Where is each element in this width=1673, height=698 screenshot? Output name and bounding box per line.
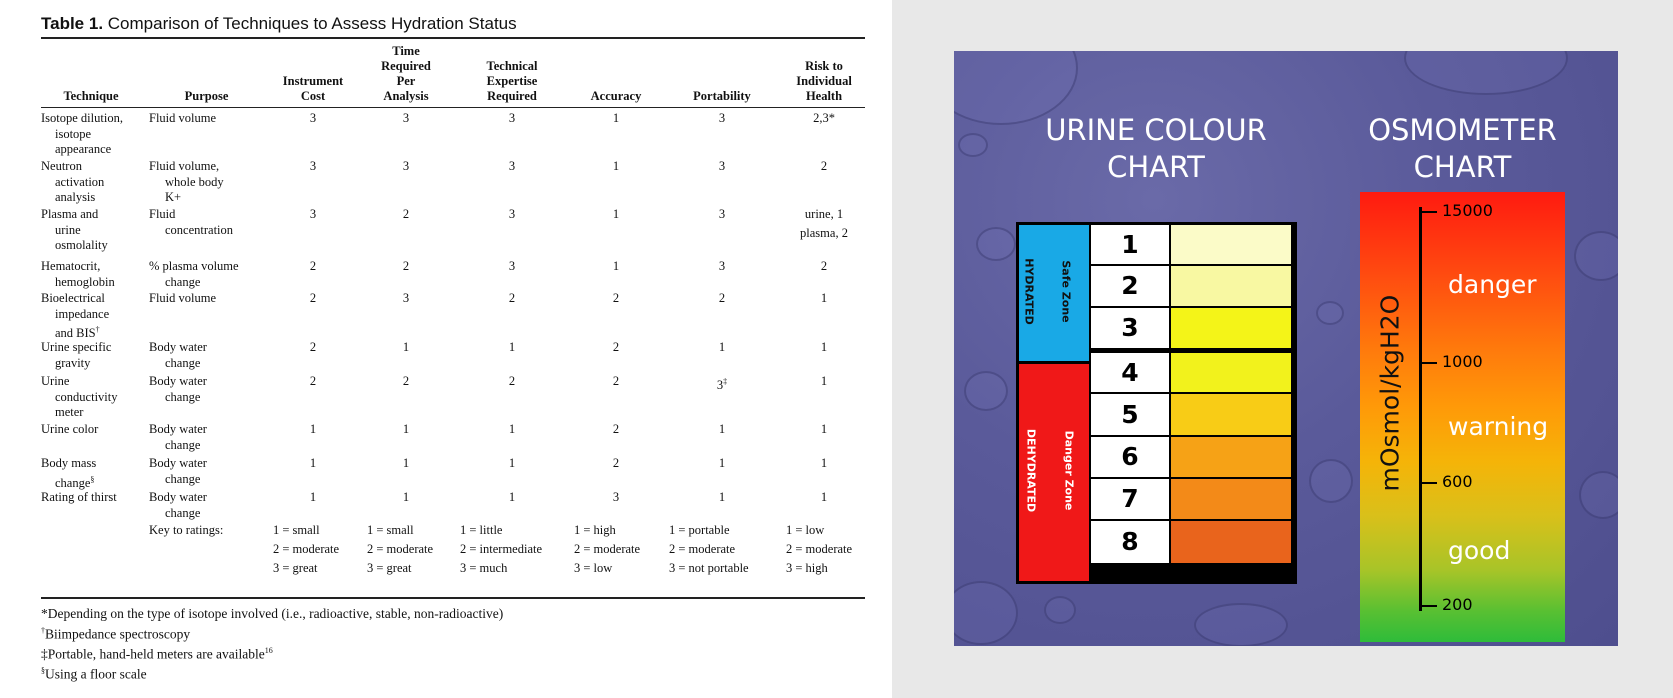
rating-key-cost: 3 = great — [273, 561, 318, 575]
rating-key-cost: 2 = moderate — [273, 542, 340, 556]
purpose-cell: change — [165, 355, 201, 370]
osmometer-axis — [1419, 207, 1422, 611]
column-header-accuracy: Accuracy — [590, 89, 642, 103]
rating-key-risk: 3 = high — [786, 561, 828, 575]
bubble-decoration — [1309, 459, 1353, 503]
technique-cell: and BIS† — [55, 325, 100, 341]
purpose-cell: Fluid volume — [149, 111, 217, 125]
purpose-cell: Body water — [149, 456, 207, 470]
urine-colour-swatch — [1171, 353, 1291, 392]
column-header-time: Required — [381, 59, 431, 73]
risk-cell: 1 — [820, 374, 828, 388]
urine-level-number: 1 — [1091, 225, 1169, 264]
rating-key-time: 2 = moderate — [367, 542, 434, 556]
rating-key-risk: 2 = moderate — [786, 542, 853, 556]
risk-cell: 2,3* — [813, 111, 835, 125]
cost-cell: 3 — [309, 159, 317, 173]
accuracy-cell: 2 — [612, 422, 620, 436]
top-rule — [41, 37, 865, 39]
technique-cell: meter — [55, 405, 84, 419]
technique-cell: Urine color — [41, 422, 99, 436]
footnote-floor-scale: §Using a floor scale — [41, 666, 147, 682]
urine-colour-swatch — [1171, 308, 1291, 348]
accuracy-cell: 2 — [612, 340, 620, 354]
column-header-cost: Cost — [300, 89, 326, 103]
portability-cell: 1 — [718, 340, 726, 354]
risk-cell: 2 — [820, 159, 828, 173]
column-header-expertise: Technical — [486, 59, 538, 73]
column-header-cost: Instrument — [282, 74, 344, 88]
purpose-cell: Body water — [149, 422, 207, 436]
cost-cell: 1 — [309, 490, 317, 504]
rating-key-expertise: 3 = much — [460, 561, 508, 575]
purpose-cell: Body water — [149, 340, 207, 354]
header-rule — [41, 107, 865, 108]
risk-cell: 1 — [820, 422, 828, 436]
technique-cell: Urine — [41, 374, 70, 388]
urine-colour-swatch — [1171, 521, 1291, 563]
purpose-cell: % plasma volume — [149, 259, 239, 273]
cost-cell: 2 — [309, 259, 317, 273]
osmometer-chart — [1360, 192, 1565, 642]
technique-cell: change§ — [55, 474, 95, 490]
portability-cell: 3 — [718, 159, 726, 173]
zone-warning: warning — [1448, 412, 1549, 441]
technique-cell: osmolality — [55, 238, 108, 252]
tick-label-200: 200 — [1442, 595, 1473, 614]
urine-colour-swatch — [1171, 437, 1291, 477]
time-cell: 1 — [402, 422, 410, 436]
purpose-cell: Body water — [149, 374, 207, 388]
technique-cell: gravity — [55, 355, 91, 370]
technique-cell: Plasma and — [41, 207, 99, 221]
cost-cell: 3 — [309, 207, 317, 221]
key-to-ratings-label: Key to ratings: — [149, 523, 224, 537]
accuracy-cell: 2 — [612, 374, 620, 388]
expertise-cell: 3 — [508, 111, 516, 125]
accuracy-cell: 2 — [612, 456, 620, 470]
expertise-cell: 3 — [508, 159, 516, 173]
tick-200 — [1419, 605, 1437, 607]
time-cell: 2 — [402, 374, 410, 388]
rating-key-portability: 1 = portable — [669, 523, 730, 537]
cost-cell: 1 — [309, 422, 317, 436]
accuracy-cell: 1 — [612, 207, 620, 221]
urine-level-number: 5 — [1091, 394, 1169, 435]
expertise-cell: 2 — [508, 291, 516, 305]
bubble-decoration — [976, 227, 1016, 261]
column-header-time: Time — [392, 44, 420, 58]
hydrated-label: HYDRATED — [1022, 258, 1036, 325]
time-cell: 1 — [402, 456, 410, 470]
urine-level-number: 2 — [1091, 266, 1169, 306]
technique-cell: conductivity — [55, 389, 118, 404]
cost-cell: 2 — [309, 374, 317, 388]
zone-good: good — [1448, 536, 1511, 565]
risk-cell: 1 — [820, 340, 828, 354]
urine-colour-swatch — [1171, 394, 1291, 435]
column-header-risk: Risk to — [805, 59, 843, 73]
expertise-cell: 2 — [508, 374, 516, 388]
tick-label-15000: 15000 — [1442, 201, 1493, 220]
safe-zone-label: Safe Zone — [1059, 260, 1073, 323]
bubble-decoration — [1194, 603, 1288, 646]
footnote-portable: ‡Portable, hand-held meters are available$^{16}$ — [41, 646, 273, 662]
rating-key-expertise: 1 = little — [460, 523, 503, 537]
risk-cell: plasma, 2 — [800, 226, 848, 240]
technique-cell: analysis — [55, 190, 96, 204]
purpose-cell: whole body — [165, 174, 224, 189]
urine-colour-swatch — [1171, 225, 1291, 264]
urine-level-number: 6 — [1091, 437, 1169, 477]
purpose-cell: change — [165, 505, 201, 520]
rating-key-cost: 1 = small — [273, 523, 320, 537]
technique-cell: Neutron — [41, 159, 82, 173]
technique-cell: hemoglobin — [55, 274, 115, 289]
purpose-cell: change — [165, 389, 201, 404]
rating-key-portability: 3 = not portable — [669, 561, 749, 575]
urine-colour-chart — [1016, 222, 1297, 584]
osmometer-chart-title: OSMOMETER CHART — [1368, 113, 1557, 184]
risk-cell: 1 — [820, 456, 828, 470]
bubble-decoration — [964, 371, 1008, 411]
urine-level-number: 7 — [1091, 479, 1169, 519]
time-cell: 2 — [402, 259, 410, 273]
time-cell: 1 — [402, 490, 410, 504]
accuracy-cell: 1 — [612, 259, 620, 273]
technique-cell: Hematocrit, — [41, 259, 101, 273]
safe-zone — [1019, 225, 1089, 361]
bubble-decoration — [1574, 231, 1618, 281]
danger-zone-label: Danger Zone — [1062, 430, 1076, 511]
rating-key-portability: 2 = moderate — [669, 542, 736, 556]
purpose-cell: Fluid — [149, 207, 176, 221]
rating-key-accuracy: 1 = high — [574, 523, 616, 537]
cost-cell: 2 — [309, 291, 317, 305]
technique-cell: isotope — [55, 126, 92, 141]
accuracy-cell: 2 — [612, 291, 620, 305]
tick-label-600: 600 — [1442, 472, 1473, 491]
expertise-cell: 3 — [508, 207, 516, 221]
purpose-cell: Fluid volume, — [149, 159, 220, 173]
rating-key-risk: 1 = low — [786, 523, 825, 537]
technique-cell: Bioelectrical — [41, 291, 105, 305]
urine-level-number: 4 — [1091, 353, 1169, 392]
portability-cell: 3 — [718, 207, 726, 221]
danger-zone — [1019, 364, 1089, 581]
bubble-decoration — [958, 133, 988, 157]
urine-level-number: 8 — [1091, 521, 1169, 563]
technique-cell: impedance — [55, 306, 110, 321]
tick-label-1000: 1000 — [1442, 352, 1483, 371]
tick-600 — [1419, 482, 1437, 484]
column-header-purpose: Purpose — [184, 89, 229, 103]
cost-cell: 2 — [309, 340, 317, 354]
column-header-expertise: Expertise — [486, 74, 538, 88]
hydration-charts-image — [954, 51, 1618, 646]
urine-chart-title: URINE COLOUR CHART — [1045, 113, 1267, 184]
portability-cell: 3 — [718, 259, 726, 273]
technique-cell: activation — [55, 174, 105, 189]
footnote-bis: †Biimpedance spectroscopy — [41, 626, 191, 642]
column-header-technique: Technique — [63, 89, 119, 103]
column-header-time: Analysis — [383, 89, 429, 103]
portability-cell: 3 — [718, 111, 726, 125]
portability-cell: 1 — [718, 456, 726, 470]
zone-danger: danger — [1448, 270, 1537, 299]
tick-15000 — [1419, 211, 1437, 213]
purpose-cell: Body water — [149, 490, 207, 504]
risk-cell: 1 — [820, 490, 828, 504]
bubble-decoration — [1316, 301, 1344, 325]
portability-cell: 3‡ — [716, 377, 728, 393]
technique-cell: urine — [55, 222, 81, 237]
rating-key-expertise: 2 = intermediate — [460, 542, 543, 556]
technique-cell: appearance — [55, 142, 112, 156]
technique-cell: Isotope dilution, — [41, 111, 123, 125]
time-cell: 3 — [402, 291, 410, 305]
accuracy-cell: 1 — [612, 111, 620, 125]
urine-level-number: 3 — [1091, 308, 1169, 348]
rating-key-accuracy: 2 = moderate — [574, 542, 641, 556]
column-header-risk: Health — [805, 89, 843, 103]
risk-cell: 2 — [820, 259, 828, 273]
time-cell: 2 — [402, 207, 410, 221]
rating-key-accuracy: 3 = low — [574, 561, 613, 575]
expertise-cell: 3 — [508, 259, 516, 273]
column-header-portability: Portability — [693, 89, 751, 103]
accuracy-cell: 3 — [612, 490, 620, 504]
expertise-cell: 1 — [508, 490, 516, 504]
urine-colour-swatch — [1171, 479, 1291, 519]
bubble-decoration — [1404, 51, 1568, 95]
technique-cell: Body mass — [41, 456, 97, 470]
time-cell: 1 — [402, 340, 410, 354]
purpose-cell: K+ — [165, 190, 182, 204]
footnote-isotope: *Depending on the type of isotope involved (i.e., radioactive, stable, non-radioactive) — [41, 606, 504, 621]
technique-cell: Urine specific — [41, 340, 112, 354]
technique-cell: Rating of thirst — [41, 490, 117, 504]
bubble-decoration — [954, 581, 1018, 645]
purpose-cell: change — [165, 437, 201, 452]
expertise-cell: 1 — [508, 340, 516, 354]
rating-key-time: 3 = great — [367, 561, 412, 575]
cost-cell: 1 — [309, 456, 317, 470]
expertise-cell: 1 — [508, 422, 516, 436]
purpose-cell: Fluid volume — [149, 291, 217, 305]
purpose-cell: change — [165, 471, 201, 486]
dehydrated-label: DEHYDRATED — [1024, 428, 1038, 513]
purpose-cell: concentration — [165, 222, 234, 237]
rating-key-time: 1 = small — [367, 523, 414, 537]
cost-cell: 3 — [309, 111, 317, 125]
purpose-cell: change — [165, 274, 201, 289]
osmometer-axis-label: mOsmol/kgH2O — [1375, 294, 1405, 492]
tick-1000 — [1419, 362, 1437, 364]
urine-colour-swatch — [1171, 266, 1291, 306]
portability-cell: 1 — [718, 490, 726, 504]
table-caption: Table 1. Comparison of Techniques to Assess Hydration Status — [41, 14, 517, 33]
portability-cell: 2 — [718, 291, 726, 305]
column-header-expertise: Required — [487, 89, 537, 103]
column-header-risk: Individual — [796, 74, 852, 88]
time-cell: 3 — [402, 111, 410, 125]
portability-cell: 1 — [718, 422, 726, 436]
accuracy-cell: 1 — [612, 159, 620, 173]
bubble-decoration — [1579, 471, 1618, 519]
risk-cell: 1 — [820, 291, 828, 305]
expertise-cell: 1 — [508, 456, 516, 470]
column-header-time: Per — [396, 74, 416, 88]
time-cell: 3 — [402, 159, 410, 173]
risk-cell: urine, 1 — [804, 207, 844, 221]
bottom-rule — [41, 597, 865, 599]
bubble-decoration — [1044, 596, 1076, 624]
